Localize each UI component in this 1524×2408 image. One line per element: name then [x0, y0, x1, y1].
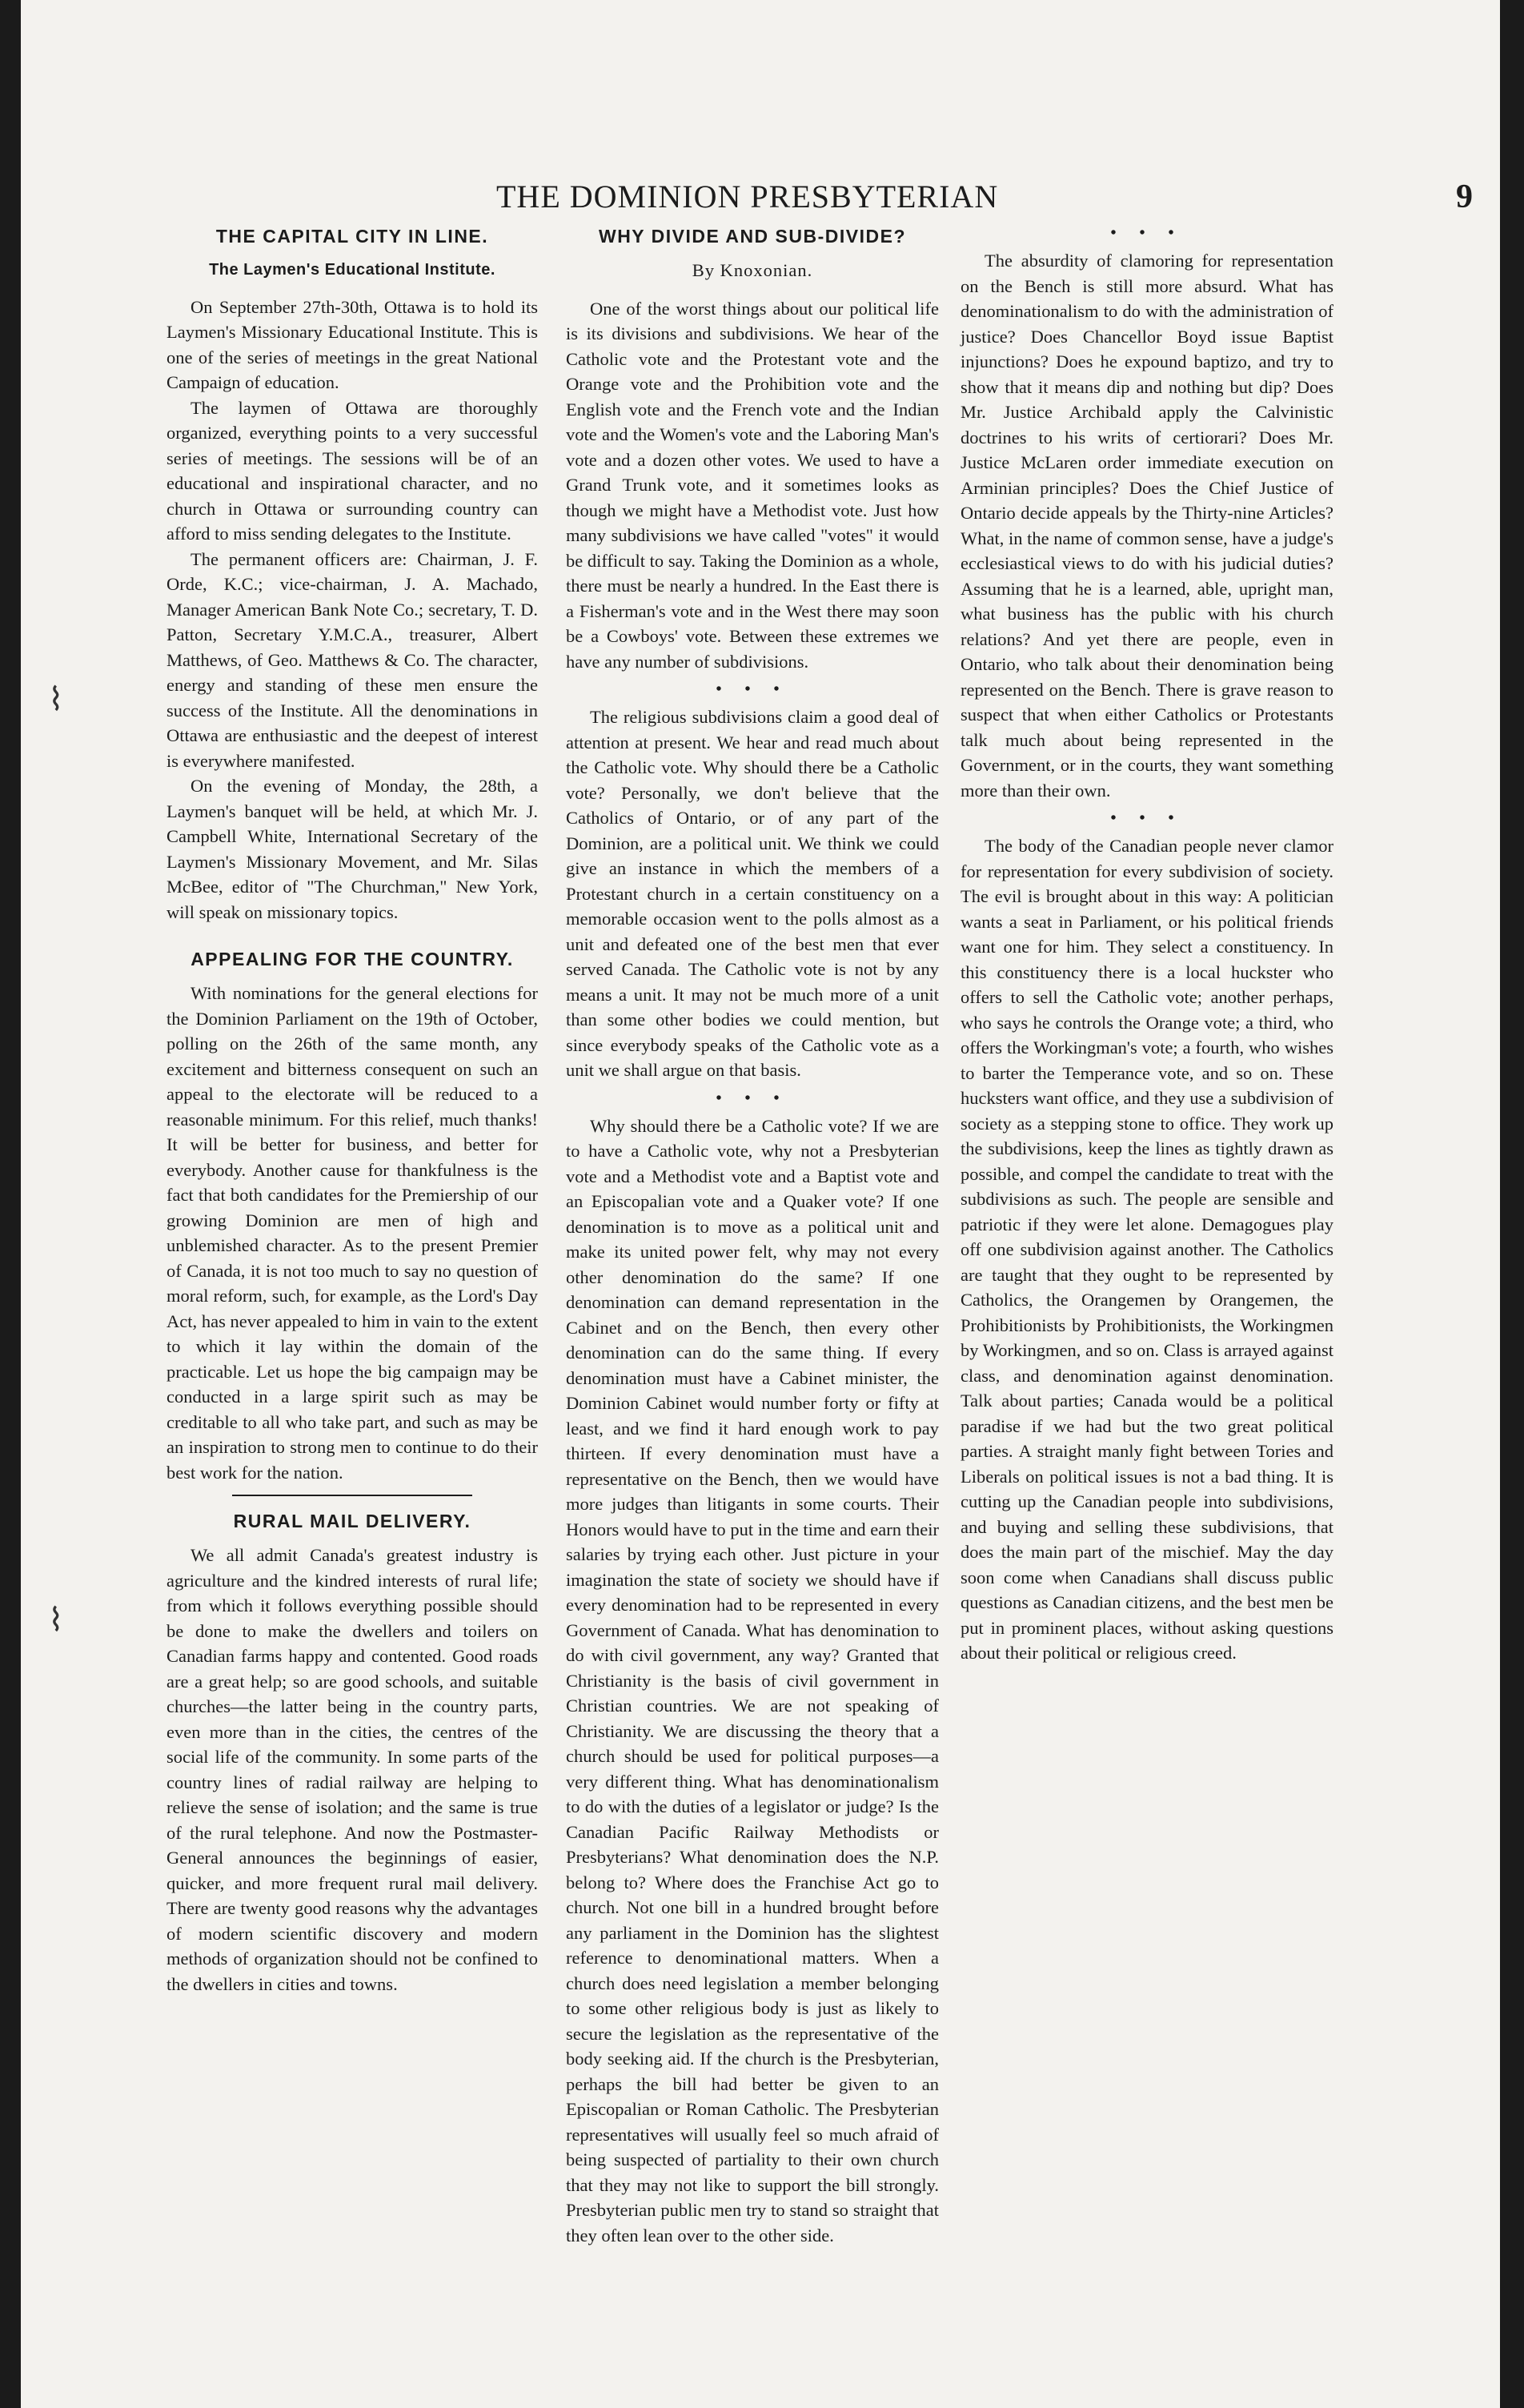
scan-border-right: [1500, 0, 1524, 2408]
margin-mark: ⌇: [48, 681, 64, 717]
paragraph: The permanent officers are: Chairman, J. F. Orde, K.C.; vice-chairman, J. A. Machado, Manager American Bank Note Co.; secretary, T. D. Patton, Secretary Y.M.C.A., treasurer, Albert Matthews, of Geo. Matthews & Co. The character, energy and standing of these men ensure the success of the Institute. All the denominations in Ottawa are enthusiastic and the deepest of interest is everywhere manifested.: [166, 548, 538, 771]
paragraph: With nominations for the general elections for the Dominion Parliament on the 19th of October, polling on the 26th of the same month, any excitement and bitterness consequent on such an appeal to the electorate will be reduced to a reasonable minimum. For this relief, much thanks! It will be better for business, and better for everybody. Another cause for thankfulness is the fact that both candidates for the Premiership of our growing Dominion are men of high and unblemished character. As to the present Premier of Canada, it is not too much to say no question of moral reform, such, for example, as the Lord's Day Act, has never appealed to him in vain to the extent to which it lay within the domain of the practicable. Let us hope the big campaign may be conducted in a large spirit such as may be creditable to all who take part, and such as may be an inspiration to strong men to continue to do their best work for the nation.: [166, 983, 538, 1483]
page-number: 9: [1456, 179, 1473, 215]
article-heading: RURAL MAIL DELIVERY.: [233, 1511, 471, 1531]
byline: By Knoxonian.: [692, 260, 813, 280]
article-subheading: The Laymen's Educational Institute.: [209, 261, 495, 279]
paragraph: The absurdity of clamoring for representation on the Bench is still more absurd. What has denominationalism to do with the administration of justice? Does Chancellor Boyd issue Baptist injunctions? Does he expound baptizo, and try to show that it means dip and nothing but dip? Does Mr. Justice Archibald apply the Calvinistic doctrines to his writs of certiorari? Does Mr. Justice McLaren order immediate execution on Arminian principles? Does the Chief Justice of Ontario decide appeals by the Thirty-nine Articles? What, in the name of common sense, have a judge's ecclesiastical views to do with his judicial duties? Assuming that he is a learned, able, upright man, what business has the public with his church relations? And yet there are people, even in Ontario, who talk about their denomination being represented on the Bench. There is grave reason to suspect that when either Catholics or Protestants talk much about being represented in the Government, or in the courts, they want something more than their own.: [961, 251, 1334, 801]
paragraph: On the evening of Monday, the 28th, a Laymen's banquet will be held, at which Mr. J. Campbell White, International Secretary of the Laymen's Missionary Movement, and Mr. Silas McBee, editor of "The Churchman," New York, will speak on missionary topics.: [166, 776, 538, 922]
paragraph: Why should there be a Catholic vote? If we are to have a Catholic vote, why not a Presbyterian vote and a Methodist vote and a Baptist vote and an Episcopalian vote and a Quaker vote? If one denomination is to move as a political unit and make its united power felt, why may not every other denomination do the same? If one denomination can demand representation in the Cabinet and on the Bench, then every other denomination can do the same thing. If every denomination must have a Cabinet minister, the Dominion Cabinet would number forty or fifty at least, and we find it hard enough work to pay thirteen. If every denomination must have a representative on the Bench, then we would have more judges than litigants in some courts. Their Honors would have to put in the time and earn their salaries by trying each other. Just picture in your imagination the state of society we should have if every denomination had to be represented in every Government of Canada. What has denomination to do with civil government, any way? Granted that Christianity is the basis of civil government in Christian countries. We are not speaking of Christianity. We are discussing the theory that a church should be used for political purposes—a very different thing. What has denominationalism to do with the duties of a legislator or judge? Is the Canadian Pacific Railway Methodists or Presbyterians? What denomination does the N.P. belong to? Where does the Franchise Act go to church. Not one bill in a hundred brought before any parliament in the Dominion has the slightest reference to denominational matters. When a church does need legislation a member belonging to some other religious body is just as likely to secure the legislation as the representative of the body seeking aid. If the church is the Presbyterian, perhaps the bill had better be given to an Episcopalian or Roman Catholic. The Presbyterian representatives will usually feel so much afraid of being suspected of partiality to their own church that they may not like to support the bill strongly. Presbyterian public men try to stand so straight that they often lean over to the other side.: [566, 1115, 939, 2245]
publication-title: THE DOMINION PRESBYTERIAN: [496, 179, 999, 215]
paragraph: The religious subdivisions claim a good deal of attention at present. We hear and read much about the Catholic vote. Why should there be a Catholic vote? Personally, we don't believe that the Catholics of Ontario, or of any part of the Dominion, are a political unit. We think we could give an instance in which the members of a Protestant church in a certain constituency on a memorable occasion went to the polls almost as a unit and defeated one of the best men that ever served Canada. The Catholic vote is not by any means a unit. It may not be much more of a unit than some other bodies we could mention, but since everybody speaks of the Catholic vote as a unit we shall argue on that basis.: [566, 707, 939, 1080]
column-middle: [566, 218, 939, 2248]
scan-border-left: [0, 0, 21, 2408]
margin-mark: ⌇: [48, 1602, 64, 1638]
paragraph: The laymen of Ottawa are thoroughly organized, everything points to a very successful series of meetings. The sessions will be of an educational and inspirational character, and no church in Ottawa or surrounding country can afford to miss sending delegates to the Institute.: [166, 397, 538, 544]
section-separator: • • •: [1110, 224, 1184, 242]
article-heading: THE CAPITAL CITY IN LINE.: [215, 226, 489, 247]
paragraph: We all admit Canada's greatest industry is agriculture and the kindred interests of rural life; from which it follows everything possible should be done to make the dwellers and toilers on Canadian farms happy and contented. Good roads are a great help; so are good schools, and suitable churches—the latter being in the country parts, even more than in the cities, the centres of the social life of the community. In some parts of the country lines of radial railway are helping to relieve the sense of isolation; and the same is true of the rural telephone. And now the Postmaster-General announces the beginnings of easier, quicker, and more frequent rural mail delivery. There are twenty good reasons why the advantages of modern scientific discovery and modern methods of organization should not be confined to the dwellers in cities and towns.: [166, 1545, 538, 1994]
paragraph: On September 27th-30th, Ottawa is to hold its Laymen's Missionary Educational Institute. This is one of the series of meetings in the great National Campaign of education.: [166, 296, 538, 392]
column-left: [166, 218, 538, 1997]
column-right: [961, 218, 1334, 1666]
section-separator: • • •: [716, 680, 789, 698]
article-heading: APPEALING FOR THE COUNTRY.: [190, 949, 514, 969]
article-heading: WHY DIVIDE AND SUB-DIVIDE?: [598, 226, 907, 247]
section-separator: • • •: [716, 1089, 789, 1107]
paragraph: The body of the Canadian people never clamor for representation for every subdivision of society. The evil is brought about in this way: A politician wants a seat in Parliament, or his political friends want one for him. They select a constituency. In this constituency there is a local huckster who offers to sell the Catholic vote; another perhaps, who says he controls the Orange vote; a third, who offers the Workingman's vote; a fourth, who wishes to barter the Temperance vote, and so on. These hucksters want office, and they use a subdivision of society as a stepping stone to office. They work up the subdivisions, keep the lines as tightly drawn as possible, and compel the candidate to treat with the subdivisions as such. The people are sensible and patriotic if they were let alone. Demagogues play off one subdivision against another. The Catholics are taught that they ought to be represented by Catholics, the Orangemen by Orangemen, the Prohibitionists by Prohibitionists, the Workingmen by Workingmen, and so on. Class is arrayed against class, and denomination against denomination. Talk about parties; Canada would be a political paradise if we had but the two great political parties. A straight manly fight between Tories and Liberals on political issues is not a bad thing. It is cutting up the Canadian people into subdivisions, and buying and selling these subdivisions, that does the main part of the mischief. May the day soon come when Canadians shall discuss public questions as Canadian citizens, and the best men be put in prominent places, without asking questions about their political or religious creed.: [961, 836, 1334, 1663]
paragraph: One of the worst things about our political life is its divisions and subdivisions. We hear of the Catholic vote and the Protestant vote and the Orange vote and the Prohibition vote and the English vote and the French vote and the Indian vote and the Women's vote and the Laboring Man's vote and a dozen other votes. We used to have a Grand Trunk vote, and it sometimes looks as though we might have a Methodist vote. Just how many subdivisions we have called "votes" it would be difficult to say. Taking the Dominion as a whole, there must be nearly a hundred. In the East there is a Fisherman's vote and in the West there may soon be a Cowboys' vote. Between these extremes we have any number of subdivisions.: [566, 298, 939, 672]
divider-rule: [232, 1495, 472, 1496]
section-separator: • • •: [1110, 809, 1184, 827]
